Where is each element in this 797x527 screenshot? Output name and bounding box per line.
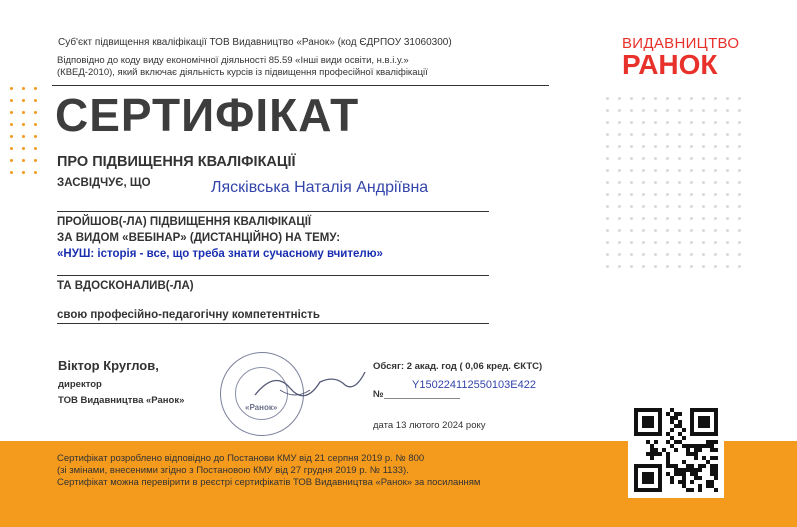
decorative-dot	[726, 157, 729, 160]
decorative-dot	[726, 133, 729, 136]
decorative-dot	[10, 99, 13, 102]
certificate-title: СЕРТИФІКАТ	[55, 89, 360, 141]
decorative-dot	[630, 121, 633, 124]
decorative-dots-top-left	[10, 87, 46, 183]
decorative-dot	[726, 169, 729, 172]
decorative-dot	[630, 97, 633, 100]
signature	[250, 360, 370, 410]
decorative-dot	[738, 181, 741, 184]
decorative-dot	[606, 157, 609, 160]
decorative-dot	[678, 241, 681, 244]
decorative-dot	[738, 169, 741, 172]
certificate-subtitle: ПРО ПІДВИЩЕННЯ КВАЛІФІКАЦІЇ	[57, 154, 296, 170]
decorative-dot	[630, 253, 633, 256]
decorative-dot	[714, 109, 717, 112]
decorative-dot	[22, 99, 25, 102]
decorative-dot	[726, 145, 729, 148]
decorative-dot	[22, 416, 25, 419]
decorative-dot	[678, 157, 681, 160]
decorative-dot	[666, 97, 669, 100]
decorative-dot	[714, 169, 717, 172]
decorative-dot	[654, 253, 657, 256]
decorative-dot	[738, 217, 741, 220]
decorative-dot	[618, 169, 621, 172]
decorative-dot	[714, 241, 717, 244]
stamp-center-text: «Ранок»	[245, 403, 278, 412]
decorative-dot	[726, 217, 729, 220]
decorative-dot	[606, 121, 609, 124]
decorative-dot	[22, 404, 25, 407]
decorative-dot	[630, 109, 633, 112]
footer-line-1: Сертифікат розроблено відповідно до Постанови КМУ від 21 серпня 2019 р. № 800	[57, 453, 425, 464]
decorative-dot	[726, 253, 729, 256]
decorative-dot	[738, 205, 741, 208]
decorative-dot	[666, 241, 669, 244]
decorative-dot	[738, 133, 741, 136]
decorative-dots-right	[606, 97, 750, 277]
decorative-dot	[654, 181, 657, 184]
decorative-dot	[666, 109, 669, 112]
decorative-dot	[10, 123, 13, 126]
decorative-dot	[642, 133, 645, 136]
decorative-dot	[726, 205, 729, 208]
decorative-dot	[714, 265, 717, 268]
decorative-dot	[618, 205, 621, 208]
decorative-dot	[690, 181, 693, 184]
decorative-dot	[618, 145, 621, 148]
decorative-dot	[606, 169, 609, 172]
decorative-dot	[618, 229, 621, 232]
decorative-dot	[10, 171, 13, 174]
logo-line-1: ВИДАВНИЦТВО	[622, 35, 740, 52]
decorative-dot	[726, 109, 729, 112]
decorative-dot	[642, 109, 645, 112]
decorative-dot	[678, 265, 681, 268]
decorative-dot	[678, 217, 681, 220]
decorative-dot	[10, 87, 13, 90]
decorative-dot	[702, 181, 705, 184]
decorative-dot	[738, 193, 741, 196]
decorative-dot	[690, 265, 693, 268]
decorative-dot	[606, 193, 609, 196]
decorative-dot	[690, 145, 693, 148]
decorative-dot	[738, 229, 741, 232]
decorative-dot	[714, 181, 717, 184]
decorative-dot	[34, 159, 37, 162]
decorative-dot	[702, 109, 705, 112]
decorative-dot	[726, 229, 729, 232]
topic-underline	[57, 275, 489, 276]
decorative-dot	[618, 241, 621, 244]
decorative-dot	[690, 241, 693, 244]
decorative-dot	[630, 169, 633, 172]
certifies-label: ЗАСВІДЧУЄ, ЩО	[57, 177, 151, 189]
decorative-dot	[690, 193, 693, 196]
decorative-dot	[690, 121, 693, 124]
decorative-dot	[690, 229, 693, 232]
signer-name: Віктор Круглов,	[58, 358, 159, 373]
logo-line-2: РАНОК	[622, 49, 718, 80]
decorative-dot	[22, 135, 25, 138]
decorative-dot	[630, 241, 633, 244]
decorative-dot	[654, 169, 657, 172]
decorative-dot	[606, 265, 609, 268]
decorative-dot	[726, 193, 729, 196]
qr-module	[714, 488, 718, 492]
decorative-dot	[10, 404, 13, 407]
decorative-dot	[606, 181, 609, 184]
decorative-dot	[606, 217, 609, 220]
decorative-dot	[606, 145, 609, 148]
decorative-dot	[666, 133, 669, 136]
decorative-dot	[654, 205, 657, 208]
decorative-dot	[678, 145, 681, 148]
decorative-dot	[654, 109, 657, 112]
decorative-dot	[738, 121, 741, 124]
decorative-dot	[702, 157, 705, 160]
passed-label: ПРОЙШОВ(-ЛА) ПІДВИЩЕННЯ КВАЛІФІКАЦІЇ	[57, 216, 312, 228]
decorative-dot	[726, 265, 729, 268]
decorative-dot	[738, 241, 741, 244]
signer-position: директор	[58, 379, 102, 390]
competence-underline	[57, 323, 489, 324]
decorative-dot	[10, 147, 13, 150]
decorative-dot	[666, 217, 669, 220]
subject-line: Суб'єкт підвищення кваліфікації ТОВ Видавництво «Ранок» (код ЄДРПОУ 31060300)	[58, 37, 452, 48]
decorative-dot	[678, 181, 681, 184]
decorative-dot	[666, 205, 669, 208]
decorative-dot	[738, 265, 741, 268]
decorative-dot	[618, 265, 621, 268]
decorative-dot	[666, 145, 669, 148]
decorative-dot	[34, 147, 37, 150]
number-underline	[384, 398, 460, 399]
number-label: №	[373, 389, 384, 400]
decorative-dot	[630, 157, 633, 160]
decorative-dot	[630, 205, 633, 208]
decorative-dot	[702, 265, 705, 268]
decorative-dot	[678, 121, 681, 124]
decorative-dot	[702, 169, 705, 172]
decorative-dot	[10, 428, 13, 431]
decorative-dot	[690, 205, 693, 208]
decorative-dot	[654, 229, 657, 232]
decorative-dot	[22, 147, 25, 150]
decorative-dot	[606, 205, 609, 208]
decorative-dot	[34, 87, 37, 90]
qr-code-pattern	[634, 408, 718, 492]
kved-line-1: Відповідно до коду виду економічної діяльності 85.59 «Інші види освіти, н.в.і.у.»	[57, 55, 409, 66]
decorative-dot	[34, 123, 37, 126]
decorative-dot	[642, 253, 645, 256]
decorative-dot	[714, 229, 717, 232]
decorative-dot	[618, 97, 621, 100]
decorative-dot	[690, 97, 693, 100]
decorative-dot	[642, 169, 645, 172]
decorative-dot	[22, 123, 25, 126]
decorative-dot	[654, 97, 657, 100]
decorative-dot	[666, 157, 669, 160]
footer-line-3: Сертифікат можна перевірити в реєстрі сертифікатів ТОВ Видавництва «Ранок» за посиланням	[57, 477, 481, 488]
decorative-dot	[642, 121, 645, 124]
decorative-dot	[34, 99, 37, 102]
decorative-dot	[726, 181, 729, 184]
decorative-dot	[666, 181, 669, 184]
decorative-dot	[630, 193, 633, 196]
decorative-dot	[738, 109, 741, 112]
decorative-dot	[678, 109, 681, 112]
decorative-dot	[702, 193, 705, 196]
decorative-dot	[702, 133, 705, 136]
decorative-dot	[654, 121, 657, 124]
decorative-dot	[34, 135, 37, 138]
publisher-logo	[622, 35, 740, 80]
decorative-dot	[714, 205, 717, 208]
decorative-dot	[34, 111, 37, 114]
footer-line-2: (зі змінами, внесеними згідно з Постановою КМУ від 27 грудня 2019 р. № 1133).	[57, 465, 409, 476]
decorative-dot	[666, 229, 669, 232]
decorative-dot	[642, 265, 645, 268]
decorative-dot	[642, 97, 645, 100]
signer-company: ТОВ Видавництва «Ранок»	[58, 395, 185, 406]
decorative-dot	[654, 241, 657, 244]
decorative-dot	[714, 121, 717, 124]
decorative-dot	[714, 157, 717, 160]
decorative-dot	[630, 145, 633, 148]
volume-text: Обсяг: 2 акад. год ( 0,06 кред. ЄКТС)	[373, 361, 543, 372]
decorative-dot	[630, 265, 633, 268]
decorative-dot	[642, 241, 645, 244]
decorative-dot	[702, 97, 705, 100]
decorative-dot	[714, 145, 717, 148]
decorative-dot	[714, 193, 717, 196]
decorative-dot	[642, 205, 645, 208]
decorative-dot	[702, 217, 705, 220]
decorative-dot	[606, 253, 609, 256]
decorative-dot	[618, 121, 621, 124]
decorative-dot	[642, 193, 645, 196]
improved-label: ТА ВДОСКОНАЛИВ(-ЛА)	[57, 280, 194, 292]
decorative-dot	[666, 169, 669, 172]
decorative-dot	[606, 241, 609, 244]
decorative-dot	[678, 169, 681, 172]
decorative-dot	[22, 111, 25, 114]
decorative-dot	[666, 193, 669, 196]
decorative-dot	[10, 135, 13, 138]
decorative-dot	[714, 97, 717, 100]
decorative-dot	[618, 133, 621, 136]
decorative-dot	[34, 171, 37, 174]
decorative-dot	[726, 97, 729, 100]
decorative-dot	[618, 217, 621, 220]
decorative-dot	[22, 159, 25, 162]
qr-code[interactable]	[628, 402, 724, 498]
decorative-dot	[690, 217, 693, 220]
decorative-dot	[666, 121, 669, 124]
decorative-dot	[654, 265, 657, 268]
decorative-dot	[702, 145, 705, 148]
decorative-dot	[702, 205, 705, 208]
decorative-dot	[678, 193, 681, 196]
decorative-dot	[10, 159, 13, 162]
decorative-dot	[690, 157, 693, 160]
decorative-dot	[690, 253, 693, 256]
decorative-dot	[34, 416, 37, 419]
decorative-dot	[702, 241, 705, 244]
decorative-dot	[690, 109, 693, 112]
decorative-dot	[654, 193, 657, 196]
decorative-dot	[606, 133, 609, 136]
decorative-dot	[10, 111, 13, 114]
decorative-dot	[34, 404, 37, 407]
decorative-dot	[642, 157, 645, 160]
decorative-dot	[630, 133, 633, 136]
decorative-dot	[10, 416, 13, 419]
decorative-dot	[738, 97, 741, 100]
decorative-dot	[630, 229, 633, 232]
decorative-dot	[702, 253, 705, 256]
decorative-dot	[618, 109, 621, 112]
decorative-dot	[642, 145, 645, 148]
decorative-dot	[654, 133, 657, 136]
decorative-dot	[618, 193, 621, 196]
type-label: ЗА ВИДОМ «ВЕБІНАР» (ДИСТАНЦІЙНО) НА ТЕМУ:	[57, 232, 341, 244]
decorative-dot	[678, 229, 681, 232]
decorative-dot	[22, 428, 25, 431]
decorative-dot	[606, 229, 609, 232]
decorative-dot	[678, 97, 681, 100]
decorative-dot	[702, 121, 705, 124]
decorative-dot	[738, 157, 741, 160]
decorative-dot	[702, 229, 705, 232]
course-topic: «НУШ: історія - все, що треба знати сучасному вчителю»	[57, 248, 383, 260]
decorative-dot	[22, 87, 25, 90]
decorative-dot	[34, 428, 37, 431]
decorative-dot	[726, 121, 729, 124]
decorative-dot	[726, 241, 729, 244]
decorative-dot	[690, 169, 693, 172]
decorative-dot	[654, 217, 657, 220]
decorative-dot	[642, 229, 645, 232]
decorative-dot	[606, 109, 609, 112]
recipient-name: Лясківська Наталія Андріївна	[211, 179, 429, 196]
decorative-dot	[654, 145, 657, 148]
issue-date: дата 13 лютого 2024 року	[373, 420, 486, 431]
decorative-dot	[678, 253, 681, 256]
decorative-dot	[654, 157, 657, 160]
decorative-dot	[630, 181, 633, 184]
competence-text: свою професійно-педагогічну компетентність	[57, 309, 320, 321]
decorative-dot	[714, 133, 717, 136]
decorative-dot	[618, 181, 621, 184]
name-underline	[57, 211, 489, 212]
decorative-dot	[606, 97, 609, 100]
decorative-dot	[738, 253, 741, 256]
decorative-dot	[22, 171, 25, 174]
decorative-dot	[618, 157, 621, 160]
decorative-dot	[642, 217, 645, 220]
decorative-dot	[738, 145, 741, 148]
decorative-dot	[642, 181, 645, 184]
decorative-dot	[630, 217, 633, 220]
decorative-dot	[714, 253, 717, 256]
kved-line-2: (КВЕД-2010), який включає діяльність курсів із підвищення професійної кваліфікації	[57, 67, 428, 78]
decorative-dot	[690, 133, 693, 136]
header-divider	[52, 85, 549, 86]
certificate-number: Y150224112550103E422	[412, 379, 536, 391]
decorative-dot	[666, 253, 669, 256]
decorative-dot	[678, 205, 681, 208]
decorative-dot	[678, 133, 681, 136]
decorative-dot	[618, 253, 621, 256]
decorative-dot	[666, 265, 669, 268]
decorative-dot	[714, 217, 717, 220]
